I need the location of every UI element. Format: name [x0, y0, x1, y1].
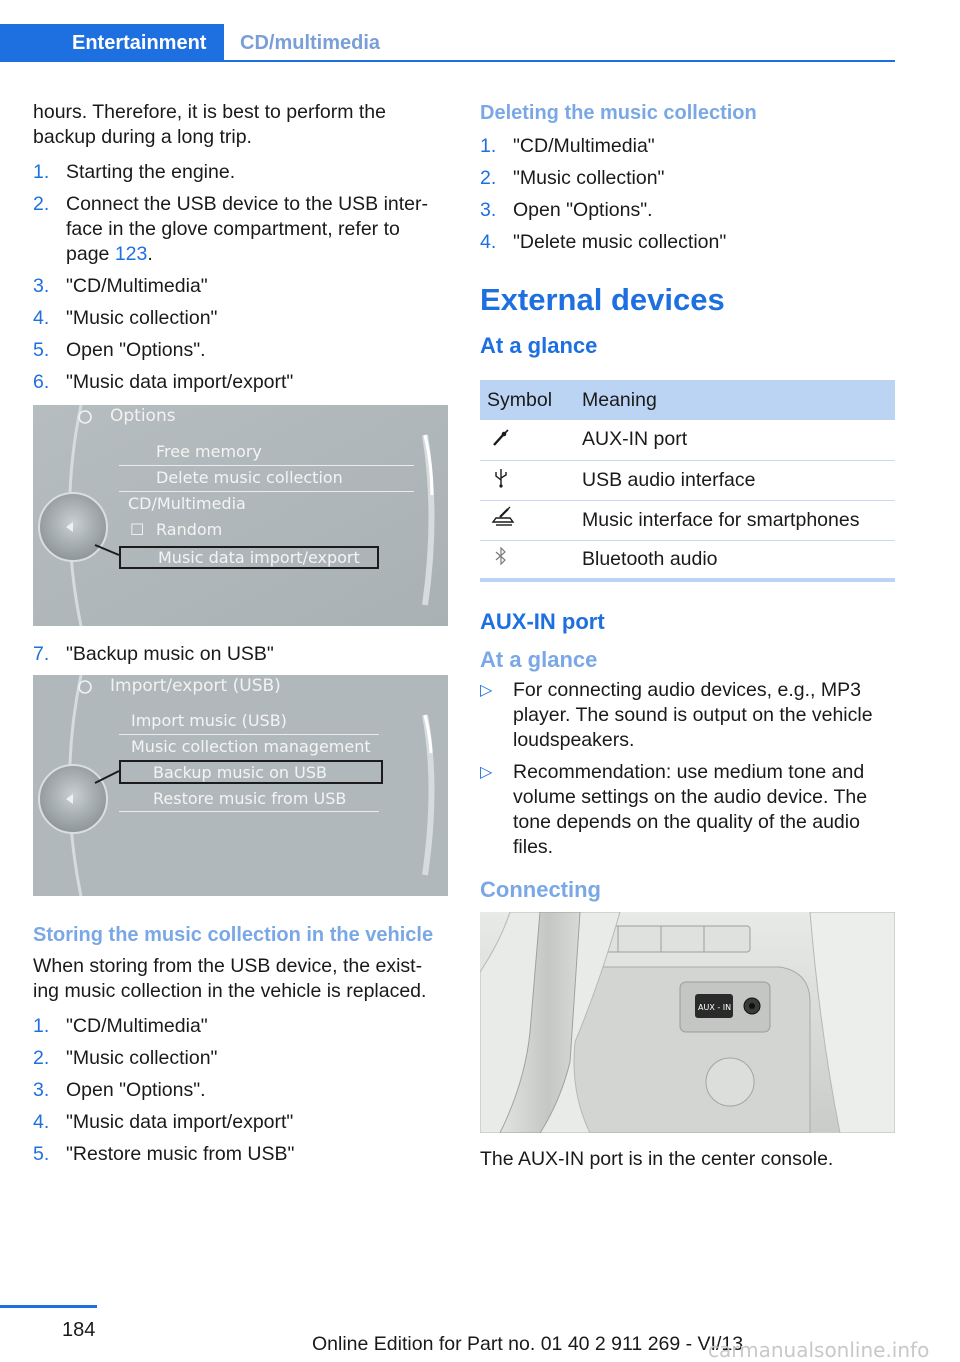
tab-cd-multimedia[interactable]: CD/multimedia — [240, 32, 381, 54]
table-row — [480, 500, 895, 540]
step-text: "Music collection" — [513, 167, 665, 189]
menu-item-selected: Backup music on USB — [153, 763, 327, 782]
intro-paragraph: hours. Therefore, it is best to perform the backup during a long trip. — [33, 101, 386, 148]
bullet-text: For connecting audio devices, e.g., MP3 player. The sound is output on the vehicle loudspeakers. — [513, 679, 873, 751]
step-text-end: . — [147, 243, 153, 265]
step-text: Starting the engine. — [66, 161, 236, 183]
step-number: 1. — [480, 135, 497, 157]
step-text: "Music data import/export" — [66, 371, 294, 393]
footer-rule — [0, 1305, 97, 1308]
idrive-controller-graphic — [33, 405, 448, 626]
meaning-cell: Music interface for smartphones — [575, 500, 895, 540]
menu-item: Free memory — [156, 442, 262, 461]
right-column — [480, 100, 895, 1172]
step-number: 4. — [480, 231, 497, 253]
connecting-heading: Connecting — [480, 877, 601, 902]
aux-plug-icon — [490, 426, 512, 448]
deleting-heading: Deleting the music collection — [480, 102, 757, 124]
menu-item: Random — [156, 520, 223, 539]
bullet-triangle-icon: ▷ — [480, 682, 493, 699]
step-text: "CD/Multimedia" — [66, 1015, 208, 1037]
column-header-symbol: Symbol — [480, 380, 575, 420]
table-header-row — [480, 380, 895, 420]
menu-divider — [119, 491, 414, 492]
list-item — [480, 760, 895, 860]
table-row — [480, 420, 895, 460]
aux-bullets — [480, 678, 895, 860]
step-text: "Backup music on USB" — [66, 643, 274, 665]
list-item — [33, 192, 448, 267]
photo-caption: The AUX-IN port is in the center console. — [480, 1148, 834, 1170]
external-devices-heading: External devices — [480, 282, 725, 317]
storing-paragraph: When storing from the USB device, the exist‐ing music collection in the vehicle is replaced. — [33, 955, 427, 1002]
step-text: Open "Options". — [66, 1079, 206, 1101]
list-item — [480, 678, 895, 753]
symbol-cell — [480, 500, 575, 540]
step-number: 2. — [480, 167, 497, 189]
list-item — [33, 642, 448, 667]
step-text: "Delete music collection" — [513, 231, 727, 253]
table-row — [480, 540, 895, 580]
center-console-illustration — [480, 912, 895, 1133]
menu-section-label: CD/Multimedia — [128, 494, 246, 513]
step-text: "Music collection" — [66, 307, 218, 329]
page-number: 184 — [62, 1319, 96, 1341]
step-number: 7. — [33, 643, 50, 665]
step-number: 3. — [33, 275, 50, 297]
restore-steps-list — [33, 1014, 448, 1167]
step-number: 1. — [33, 1015, 50, 1037]
checkbox-icon: ☐ — [130, 520, 145, 539]
list-item — [480, 198, 895, 223]
symbol-table — [480, 380, 895, 582]
usb-icon — [490, 466, 512, 488]
step-number: 3. — [33, 1079, 50, 1101]
menu-item: Delete music collection — [156, 468, 343, 487]
bullet-triangle-icon: ▷ — [480, 764, 493, 781]
center-console-photo — [480, 912, 895, 1133]
list-item — [33, 1078, 448, 1103]
list-item — [33, 1110, 448, 1135]
step-text: "Restore music from USB" — [66, 1143, 295, 1165]
import-export-screenshot — [33, 675, 448, 896]
menu-item: Restore music from USB — [153, 789, 347, 808]
left-column — [33, 100, 448, 1174]
menu-divider — [119, 811, 379, 812]
aux-in-heading: AUX-IN port — [480, 609, 605, 634]
meaning-cell: AUX-IN port — [575, 420, 895, 460]
list-item — [480, 134, 895, 159]
step-number: 6. — [33, 371, 50, 393]
step-number: 2. — [33, 1047, 50, 1069]
step-number: 5. — [33, 339, 50, 361]
menu-item: Import music (USB) — [131, 711, 287, 730]
menu-item-selected: Music data import/export — [158, 548, 360, 567]
delete-steps-list — [480, 134, 895, 255]
menu-divider — [119, 734, 379, 735]
meaning-cell: USB audio interface — [575, 460, 895, 500]
bullet-text: Recommendation: use medium tone and volume settings on the audio device. The tone depends on the quality of the audio files. — [513, 761, 868, 858]
screen-title: Options — [110, 406, 176, 426]
symbol-cell — [480, 420, 575, 460]
step-text: Open "Options". — [513, 199, 653, 221]
tab-entertainment[interactable]: Entertainment — [0, 24, 224, 62]
step-text: "Music data import/export" — [66, 1111, 294, 1133]
storing-heading: Storing the music collection in the vehicle — [33, 924, 434, 946]
symbol-cell — [480, 460, 575, 500]
step-text: "Music collection" — [66, 1047, 218, 1069]
column-header-meaning: Meaning — [575, 380, 895, 420]
step-text: Connect the USB device to the USB inter‐face in the glove compartment, refer to page — [66, 193, 429, 265]
list-item — [480, 166, 895, 191]
list-item — [33, 160, 448, 185]
list-item — [33, 274, 448, 299]
step-text: "CD/Multimedia" — [66, 275, 208, 297]
aux-glance-heading: At a glance — [480, 647, 598, 672]
step-number: 4. — [33, 1111, 50, 1133]
step-number: 4. — [33, 307, 50, 329]
header-rule — [0, 60, 895, 62]
table-row — [480, 460, 895, 500]
edition-note: Online Edition for Part no. 01 40 2 911 269 - VI/13 — [312, 1333, 744, 1355]
menu-item: Music collection management — [131, 737, 371, 756]
step-number: 1. — [33, 161, 50, 183]
step-number: 3. — [480, 199, 497, 221]
symbol-cell — [480, 540, 575, 580]
page-link[interactable]: 123 — [114, 243, 148, 265]
at-a-glance-heading: At a glance — [480, 333, 598, 358]
list-item — [33, 1014, 448, 1039]
chapter-header — [0, 24, 895, 62]
step-number: 2. — [33, 193, 50, 215]
step-text: "CD/Multimedia" — [513, 135, 655, 157]
list-item — [33, 306, 448, 331]
aux-in-label: AUX - IN — [698, 1003, 732, 1012]
options-menu-screenshot — [33, 405, 448, 626]
list-item — [33, 338, 448, 363]
list-item — [33, 1046, 448, 1071]
watermark: carmanualsonline.info — [708, 1338, 930, 1362]
meaning-cell: Bluetooth audio — [575, 540, 895, 580]
bluetooth-icon — [490, 545, 512, 567]
menu-divider — [119, 465, 414, 466]
step-7-list — [33, 642, 448, 667]
list-item — [33, 370, 448, 395]
step-number: 5. — [33, 1143, 50, 1165]
screen-title: Import/export (USB) — [110, 676, 281, 696]
step-text: Open "Options". — [66, 339, 206, 361]
list-item — [33, 1142, 448, 1167]
smartphone-interface-icon — [490, 506, 516, 528]
backup-steps-list — [33, 160, 448, 395]
idrive-controller-graphic — [33, 675, 448, 896]
list-item — [480, 230, 895, 255]
